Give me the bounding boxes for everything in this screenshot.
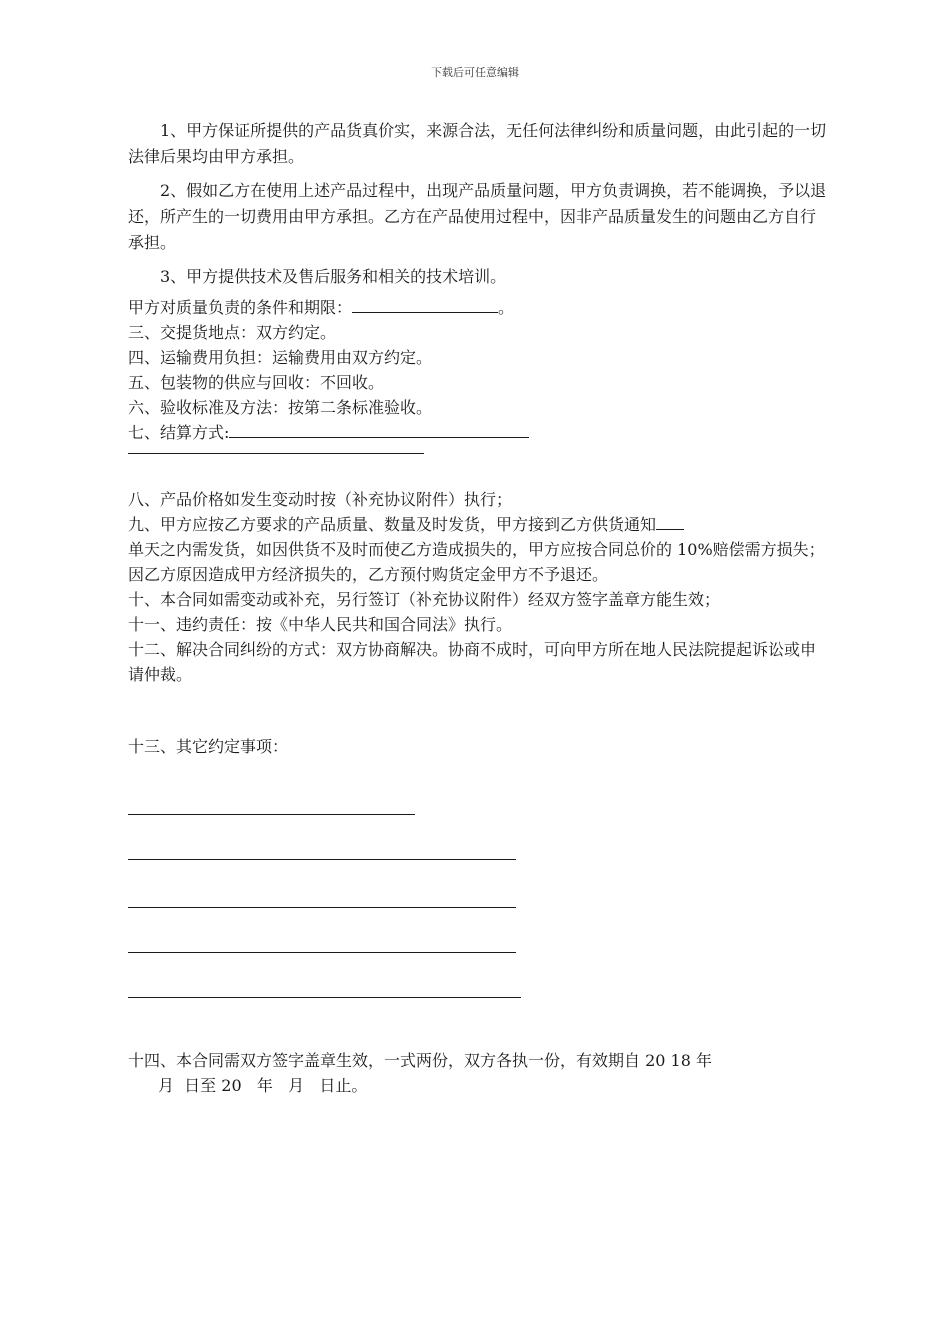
section-9-line-1: [128, 512, 828, 537]
contract-body: [128, 118, 828, 1098]
section-13-other-matters: 十三、其它约定事项：: [128, 737, 289, 756]
clause-3: 3、甲方提供技术及售后服务和相关的技术培训。: [160, 267, 507, 286]
section-10-amendment: 十、本合同如需变动或补充，另行签订（补充协议附件）经双方签字盖章方能生效；: [128, 590, 721, 609]
quality-terms-label: 甲方对质量负责的条件和期限：: [128, 298, 353, 317]
quality-terms-line: [128, 295, 828, 320]
section-6-acceptance: 六、验收标准及方法：按第二条标准验收。: [128, 398, 433, 417]
clause-2: 2、假如乙方在使用上述产品过程中，出现产品质量问题，甲方负责调换，若不能调换，予以退还，所产生的一切费用由甲方承担。乙方在产品使用过程中，因非产品质量发生的问题由乙方自行承担。: [128, 181, 827, 252]
section-9-text: 九、甲方应按乙方要求的产品质量、数量及时发货，甲方接到乙方供货通知: [128, 515, 657, 534]
section-5-packaging: 五、包装物的供应与回收：不回收。: [128, 373, 385, 392]
section-8-price: 八、产品价格如发生变动时按（补充协议附件）执行；: [128, 490, 513, 509]
section-7-settlement-label: 七、结算方式:: [128, 423, 230, 442]
section-4-transport: 四、运输费用负担：运输费用由双方约定。: [128, 348, 433, 367]
section-11-liability: 十一、违约责任：按《中华人民共和国合同法》执行。: [128, 615, 513, 634]
section-14-validity-line-2: 月 日至 20 年 月 日止。: [158, 1076, 368, 1095]
settlement-blank[interactable]: [229, 420, 529, 438]
section-14-validity-line-1: 十四、本合同需双方签字盖章生效，一式两份，双方各执一份，有效期自 20 18 年: [128, 1051, 712, 1070]
section-12-disputes: 十二、解决合同纠纷的方式：双方协商解决。协商不成时，可向甲方所在地人民法院提起诉讼或申请仲裁。: [128, 640, 817, 684]
days-blank[interactable]: [656, 512, 684, 530]
clause-1: 1、甲方保证所提供的产品货真价实，来源合法，无任何法律纠纷和质量问题，由此引起的一切法律后果均由甲方承担。: [128, 121, 827, 166]
section-9-continuation: 单天之内需发货，如因供货不及时而使乙方造成损失的，甲方应按合同总价的 10%赔偿需方损失；因乙方原因造成甲方经济损失的，乙方预付购货定金甲方不予退还。: [128, 540, 825, 584]
quality-terms-blank[interactable]: [352, 295, 498, 313]
section-7-settlement-line: [128, 420, 828, 445]
quality-terms-period: 。: [498, 298, 515, 317]
page-header-note: 下载后可任意编辑: [431, 66, 519, 79]
section-3-delivery: 三、交提货地点：双方约定。: [128, 323, 337, 342]
